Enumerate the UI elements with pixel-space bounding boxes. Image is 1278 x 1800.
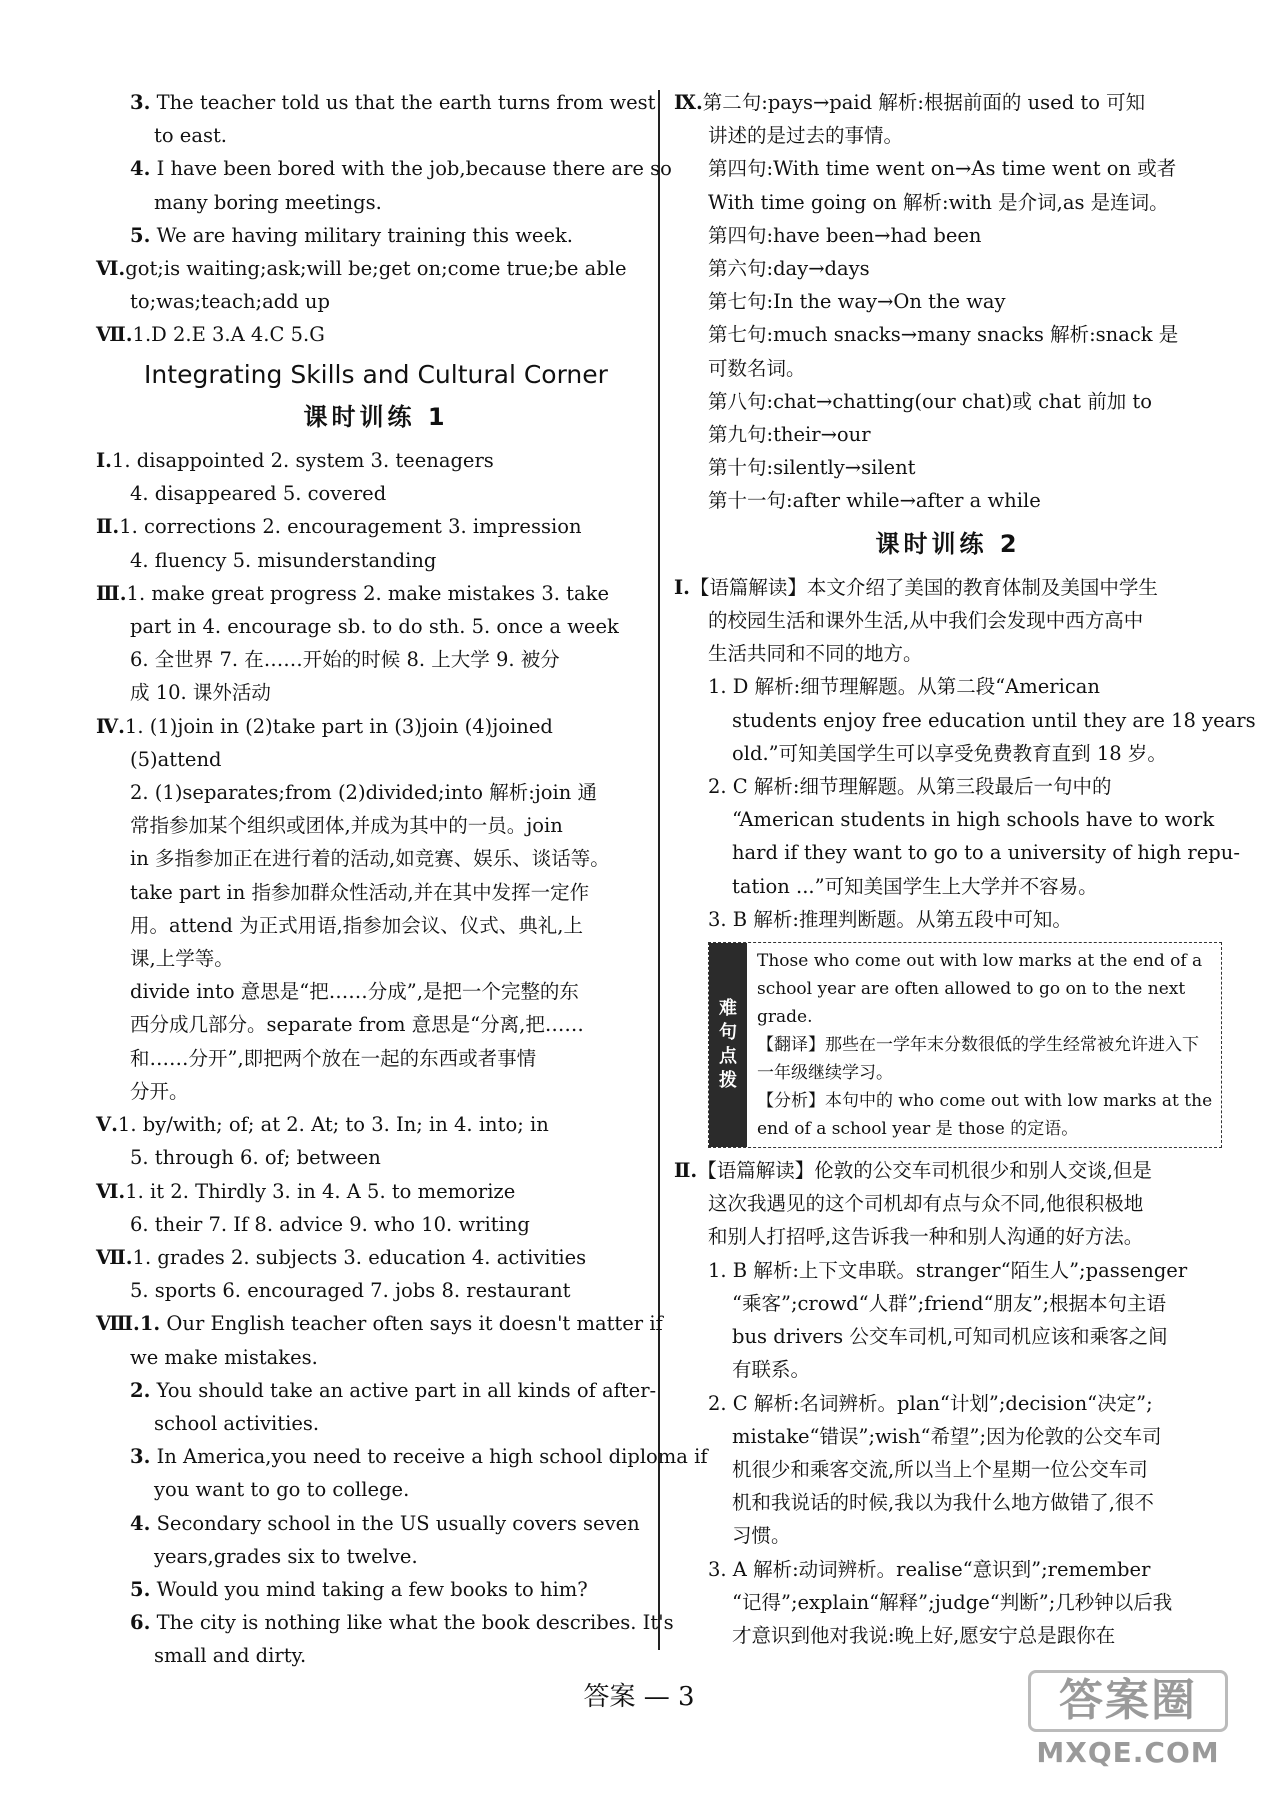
l1-iv-2-cont: take part in 指参加群众性活动,并在其中发挥一定作 [130,880,590,904]
section-ix-line: 第十句:silently→silent [708,456,916,480]
site-watermark [1028,1670,1228,1780]
section-ix-line: 第十一句:after while→after a while [708,489,1041,513]
section-ix-line: 第八句:chat→chatting(our chat)或 chat 前加 to [708,389,1152,413]
l2-i-answer: 3. B 解析:推理判断题。从第五段中可知。 [708,907,1072,931]
l1-iv-2-cont: 用。attend 为正式用语,指参加会议、仪式、典礼,上 [130,913,583,937]
note-analysis: 【分析】本句中的 who come out with low marks at the end of a school year 是 those 的定语。 [757,1091,1213,1140]
l2-ii-answer: 2. C 解析:名词辨析。plan“计划”;decision“决定”; [708,1391,1153,1415]
l2-ii-intro-cont: 和别人打招呼,这告诉我一种和别人沟通的好方法。 [708,1225,1144,1249]
l1-viii-item: 6. The city is nothing like what the book describes. It's [130,1611,674,1635]
l2-i-answer-cont: “American students in high schools have to work [732,808,1215,832]
l2-ii-intro: Ⅱ.【语篇解读】伦敦的公交车司机很少和别人交谈,但是 [674,1159,1152,1183]
section-heading: Integrating Skills and Cultural Corner [144,359,608,389]
l2-ii-answer-cont: mistake“错误”;wish“希望”;因为伦敦的公交车司 [732,1424,1162,1448]
l1-vi: Ⅵ.1. it 2. Thirdly 3. in 4. A 5. to memorize [96,1179,516,1203]
note-tag-char: 拨 [719,1070,737,1092]
watermark-logo: 答案圈 [1028,1670,1228,1732]
section-ix-line: With time going on 解析:with 是介词,as 是连词。 [708,190,1169,214]
l1-iv-2-divide: 和……分开”,即把两个放在一起的东西或者事情 [130,1046,537,1070]
section-ix-line: 第四句:have been→had been [708,223,982,247]
section-vi: Ⅵ.got;is waiting;ask;will be;get on;come true;be able [96,257,627,281]
l1-viii-cont: school activities. [154,1411,320,1435]
right-column [674,86,1256,1652]
note-tag [709,943,747,1147]
l1-v-cont: 5. through 6. of; between [130,1146,381,1170]
l2-i-answer-cont: students enjoy free education until they are 18 years [732,708,1256,732]
l1-vi-cont: 6. their 7. If 8. advice 9. who 10. writing [130,1212,530,1236]
section-ix-line: 第九句:their→our [708,423,871,447]
l1-ii-cont: 4. fluency 5. misunderstanding [130,548,437,572]
l1-viii-cont: years,grades six to twelve. [154,1544,418,1568]
section-ix: Ⅸ.第二句:pays→paid 解析:根据前面的 used to 可知 [674,91,1146,114]
l2-ii-answer: 3. A 解析:动词辨析。realise“意识到”;remember [708,1557,1151,1581]
l1-iii-cont: 成 10. 课外活动 [130,681,271,705]
l1-ii: Ⅱ.1. corrections 2. encouragement 3. impression [96,515,582,539]
watermark-url: MXQE.COM [1036,1736,1220,1769]
l1-iv-cont: (5)attend [130,747,222,771]
l1-iii: Ⅲ.1. make great progress 2. make mistakes 3. take [96,581,609,605]
l2-ii-answer-cont: 才意识到他对我说:晚上好,愿安宁总是跟你在 [732,1623,1116,1647]
list-item: 3. The teacher told us that the earth turns from west [130,91,656,114]
section-ix-line: 讲述的是过去的事情。 [708,124,904,148]
note-translation: 【翻译】那些在一学年末分数很低的学生经常被允许进入下一年级继续学习。 [757,1035,1199,1084]
section-ix-line: 第六句:day→days [708,257,870,281]
l1-iv-2-cont: in 多指参加正在进行着的活动,如竞赛、娱乐、谈话等。 [130,847,610,871]
note-tag-char: 难 [719,998,737,1020]
l1-iv-2-divide: 分开。 [130,1079,189,1103]
l2-i-answer-cont: tation ...”可知美国学生上大学并不容易。 [732,874,1098,898]
section-ix-line: 第四句:With time went on→As time went on 或者 [708,157,1177,181]
l2-ii-answer-cont: bus drivers 公交车司机,可知司机应该和乘客之间 [732,1325,1168,1349]
l2-ii-answer-cont: 有联系。 [732,1358,811,1382]
l1-iii-cont: 6. 全世界 7. 在……开始的时候 8. 上大学 9. 被分 [130,648,560,672]
l2-i-intro-cont: 生活共同和不同的地方。 [708,642,923,666]
list-item-cont: many boring meetings. [154,190,382,214]
section-ix-line: 第七句:In the way→On the way [708,290,1006,314]
list-item: 4. I have been bored with the job,because there are so [130,157,672,181]
section-ix-line: 第七句:much snacks→many snacks 解析:snack 是 [708,323,1179,347]
l1-viii-item: 5. Would you mind taking a few books to him? [130,1577,588,1601]
l1-vii-cont: 5. sports 6. encouraged 7. jobs 8. restaurant [130,1279,571,1303]
note-tag-char: 句 [719,1022,737,1044]
l2-i-answer: 2. C 解析:细节理解题。从第三段最后一句中的 [708,775,1112,799]
l1-iv-2-cont: 常指参加某个组织或团体,并成为其中的一员。join [130,814,563,838]
note-sentence: Those who come out with low marks at the end of a school year are often allowed to go on to the next grade. [757,951,1203,1028]
l2-ii-answer-cont: 习惯。 [732,1524,791,1548]
lesson-1-title: 课时训练 1 [303,402,449,431]
section-vi-cont: to;was;teach;add up [130,290,330,314]
l2-i-answer-cont: old.”可知美国学生可以享受免费教育直到 18 岁。 [732,741,1167,765]
l1-viii-cont: we make mistakes. [130,1345,318,1369]
l2-ii-intro-cont: 这次我遇见的这个司机却有点与众不同,他很积极地 [708,1192,1144,1216]
l1-i-cont: 4. disappeared 5. covered [130,482,387,506]
l2-ii-answer-cont: 机和我说话的时候,我以为我什么地方做错了,很不 [732,1491,1154,1515]
page-footer: 答案 — 3 [583,1682,695,1712]
lesson-2-title: 课时训练 2 [875,529,1021,558]
l2-i-answer-cont: hard if they want to go to a university of high repu- [732,841,1240,865]
l2-i-intro: Ⅰ.【语篇解读】本文介绍了美国的教育体制及美国中学生 [674,575,1158,599]
l1-iii-cont: part in 4. encourage sb. to do sth. 5. once a week [130,615,619,639]
l2-ii-answer: 1. B 解析:上下文串联。stranger“陌生人”;passenger [708,1258,1188,1282]
l1-iv-2-cont: 课,上学等。 [130,947,234,971]
l1-viii: Ⅷ.1. Our English teacher often says it doesn't matter if [96,1312,663,1336]
l1-iv-2-divide: divide into 意思是“把……分成”,是把一个完整的东 [130,980,579,1004]
note-tag-char: 点 [719,1046,737,1068]
l1-viii-cont: you want to go to college. [154,1478,410,1502]
l1-viii-item: 4. Secondary school in the US usually covers seven [130,1511,640,1535]
l1-iv-2-divide: 西分成几部分。separate from 意思是“分离,把…… [130,1013,584,1037]
l1-viii-item: 3. In America,you need to receive a high school diploma if [130,1445,708,1469]
column-divider [658,90,660,1650]
l1-iv-2: 2. (1)separates;from (2)divided;into 解析:join 通 [130,781,598,805]
difficult-sentence-box [708,942,1222,1148]
section-vii: Ⅶ.1.D 2.E 3.A 4.C 5.G [96,323,325,347]
l1-vii: Ⅶ.1. grades 2. subjects 3. education 4. activities [96,1245,587,1269]
l1-v: Ⅴ.1. by/with; of; at 2. At; to 3. In; in 4. into; in [96,1113,549,1137]
list-item-cont: to east. [154,124,227,148]
left-column [96,86,708,1673]
l2-ii-answer-cont: “记得”;explain“解释”;judge“判断”;几秒钟以后我 [732,1590,1173,1614]
l1-viii-cont: small and dirty. [154,1644,307,1668]
top-items [96,86,672,252]
l2-i-answer: 1. D 解析:细节理解题。从第二段“American [708,675,1100,699]
l2-ii-answer-cont: 机很少和乘客交流,所以当上个星期一位公交车司 [732,1457,1148,1481]
l1-viii-item: 2. You should take an active part in all kinds of after- [130,1378,657,1402]
list-item: 5. We are having military training this week. [130,223,573,247]
l2-ii-answer-cont: “乘客”;crowd“人群”;friend“朋友”;根据本句主语 [732,1291,1167,1315]
section-ix-line: 可数名词。 [708,356,806,380]
l1-iv: Ⅳ.1. (1)join in (2)take part in (3)join (4)joined [96,714,553,738]
l2-i-intro-cont: 的校园生活和课外生活,从中我们会发现中西方高中 [708,609,1144,633]
l1-i: Ⅰ.1. disappointed 2. system 3. teenagers [96,449,494,473]
